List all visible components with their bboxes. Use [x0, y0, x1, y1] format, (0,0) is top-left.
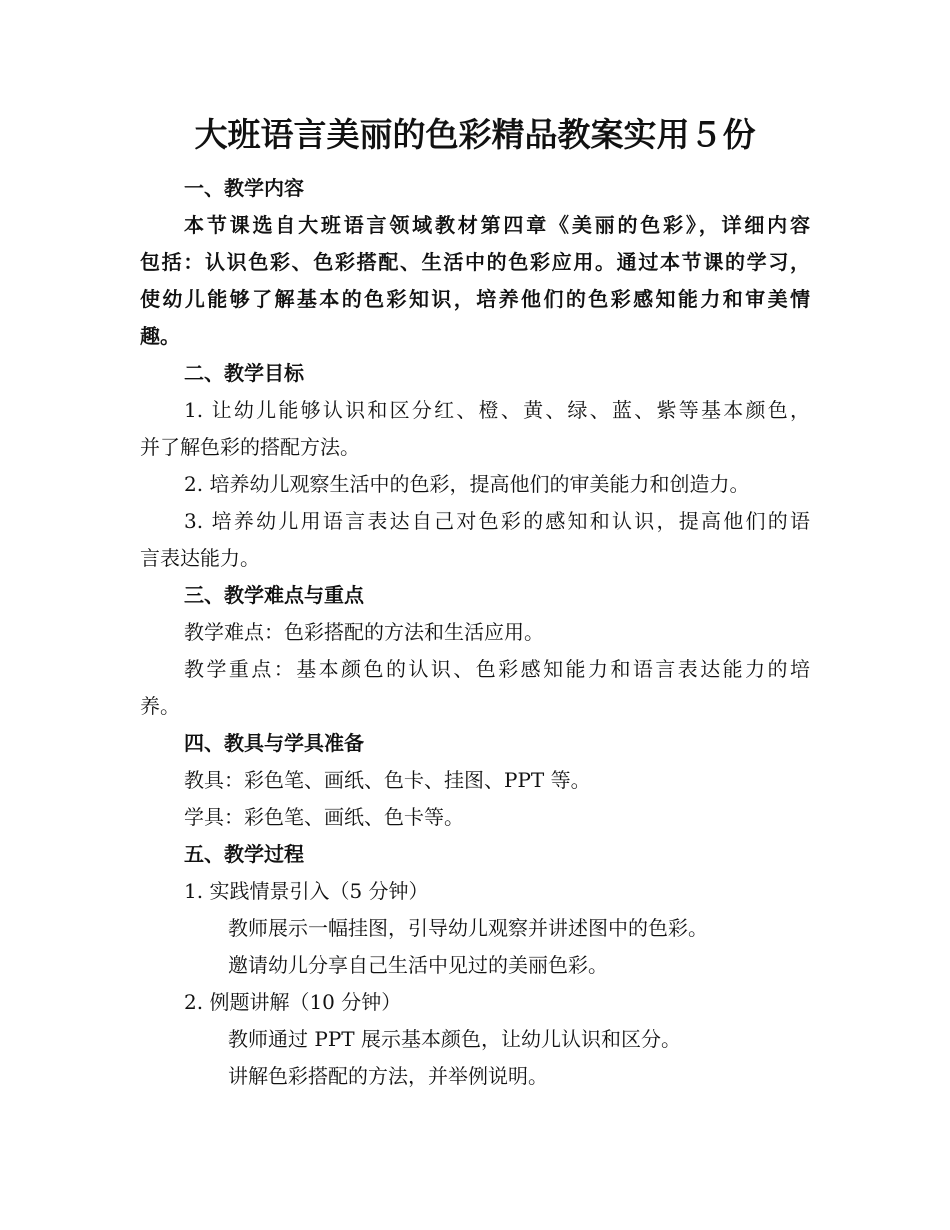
- objective-1-line-2: 并了解色彩的搭配方法。: [140, 435, 360, 459]
- teaching-difficulty: 教学难点：色彩搭配的方法和生活应用。: [184, 620, 544, 644]
- content-paragraph-line-3: 使幼儿能够了解基本的色彩知识，培养他们的色彩感知能力和审美情: [140, 287, 810, 311]
- teaching-aids: 教具：彩色笔、画纸、色卡、挂图、PPT 等。: [184, 768, 591, 792]
- content-paragraph-line-4: 趣。: [140, 324, 180, 348]
- teaching-key-line-2: 养。: [140, 694, 180, 718]
- process-step-1-line-1: 教师展示一幅挂图，引导幼儿观察并讲述图中的色彩。: [228, 916, 708, 940]
- section-heading-preparation: 四、教具与学具准备: [184, 731, 364, 755]
- process-step-1-title: 1. 实践情景引入（5 分钟）: [184, 879, 429, 903]
- process-step-2-line-1: 教师通过 PPT 展示基本颜色，让幼儿认识和区分。: [228, 1027, 681, 1051]
- process-step-2-title: 2. 例题讲解（10 分钟）: [184, 990, 402, 1014]
- objective-2: 2. 培养幼儿观察生活中的色彩，提高他们的审美能力和创造力。: [184, 472, 750, 496]
- content-paragraph-line-2: 包括：认识色彩、色彩搭配、生活中的色彩应用。通过本节课的学习，: [140, 250, 810, 274]
- learning-aids: 学具：彩色笔、画纸、色卡等。: [184, 805, 464, 829]
- section-heading-process: 五、教学过程: [184, 842, 304, 866]
- document-title: 大班语言美丽的色彩精品教案实用５份: [194, 115, 756, 154]
- objective-3-line-1: 3. 培养幼儿用语言表达自己对色彩的感知和认识，提高他们的语: [184, 509, 810, 533]
- process-step-1-line-2: 邀请幼儿分享自己生活中见过的美丽色彩。: [228, 953, 608, 977]
- objective-3-line-2: 言表达能力。: [140, 546, 260, 570]
- section-heading-difficulties: 三、教学难点与重点: [184, 583, 364, 607]
- content-paragraph-line-1: 本节课选自大班语言领域教材第四章《美丽的色彩》，详细内容: [184, 213, 810, 237]
- teaching-key-line-1: 教学重点：基本颜色的认识、色彩感知能力和语言表达能力的培: [184, 657, 810, 681]
- section-heading-content: 一、教学内容: [184, 176, 304, 200]
- process-step-2-line-2: 讲解色彩搭配的方法，并举例说明。: [228, 1064, 548, 1088]
- section-heading-objectives: 二、教学目标: [184, 361, 304, 385]
- objective-1-line-1: 1. 让幼儿能够认识和区分红、橙、黄、绿、蓝、紫等基本颜色，: [184, 398, 810, 422]
